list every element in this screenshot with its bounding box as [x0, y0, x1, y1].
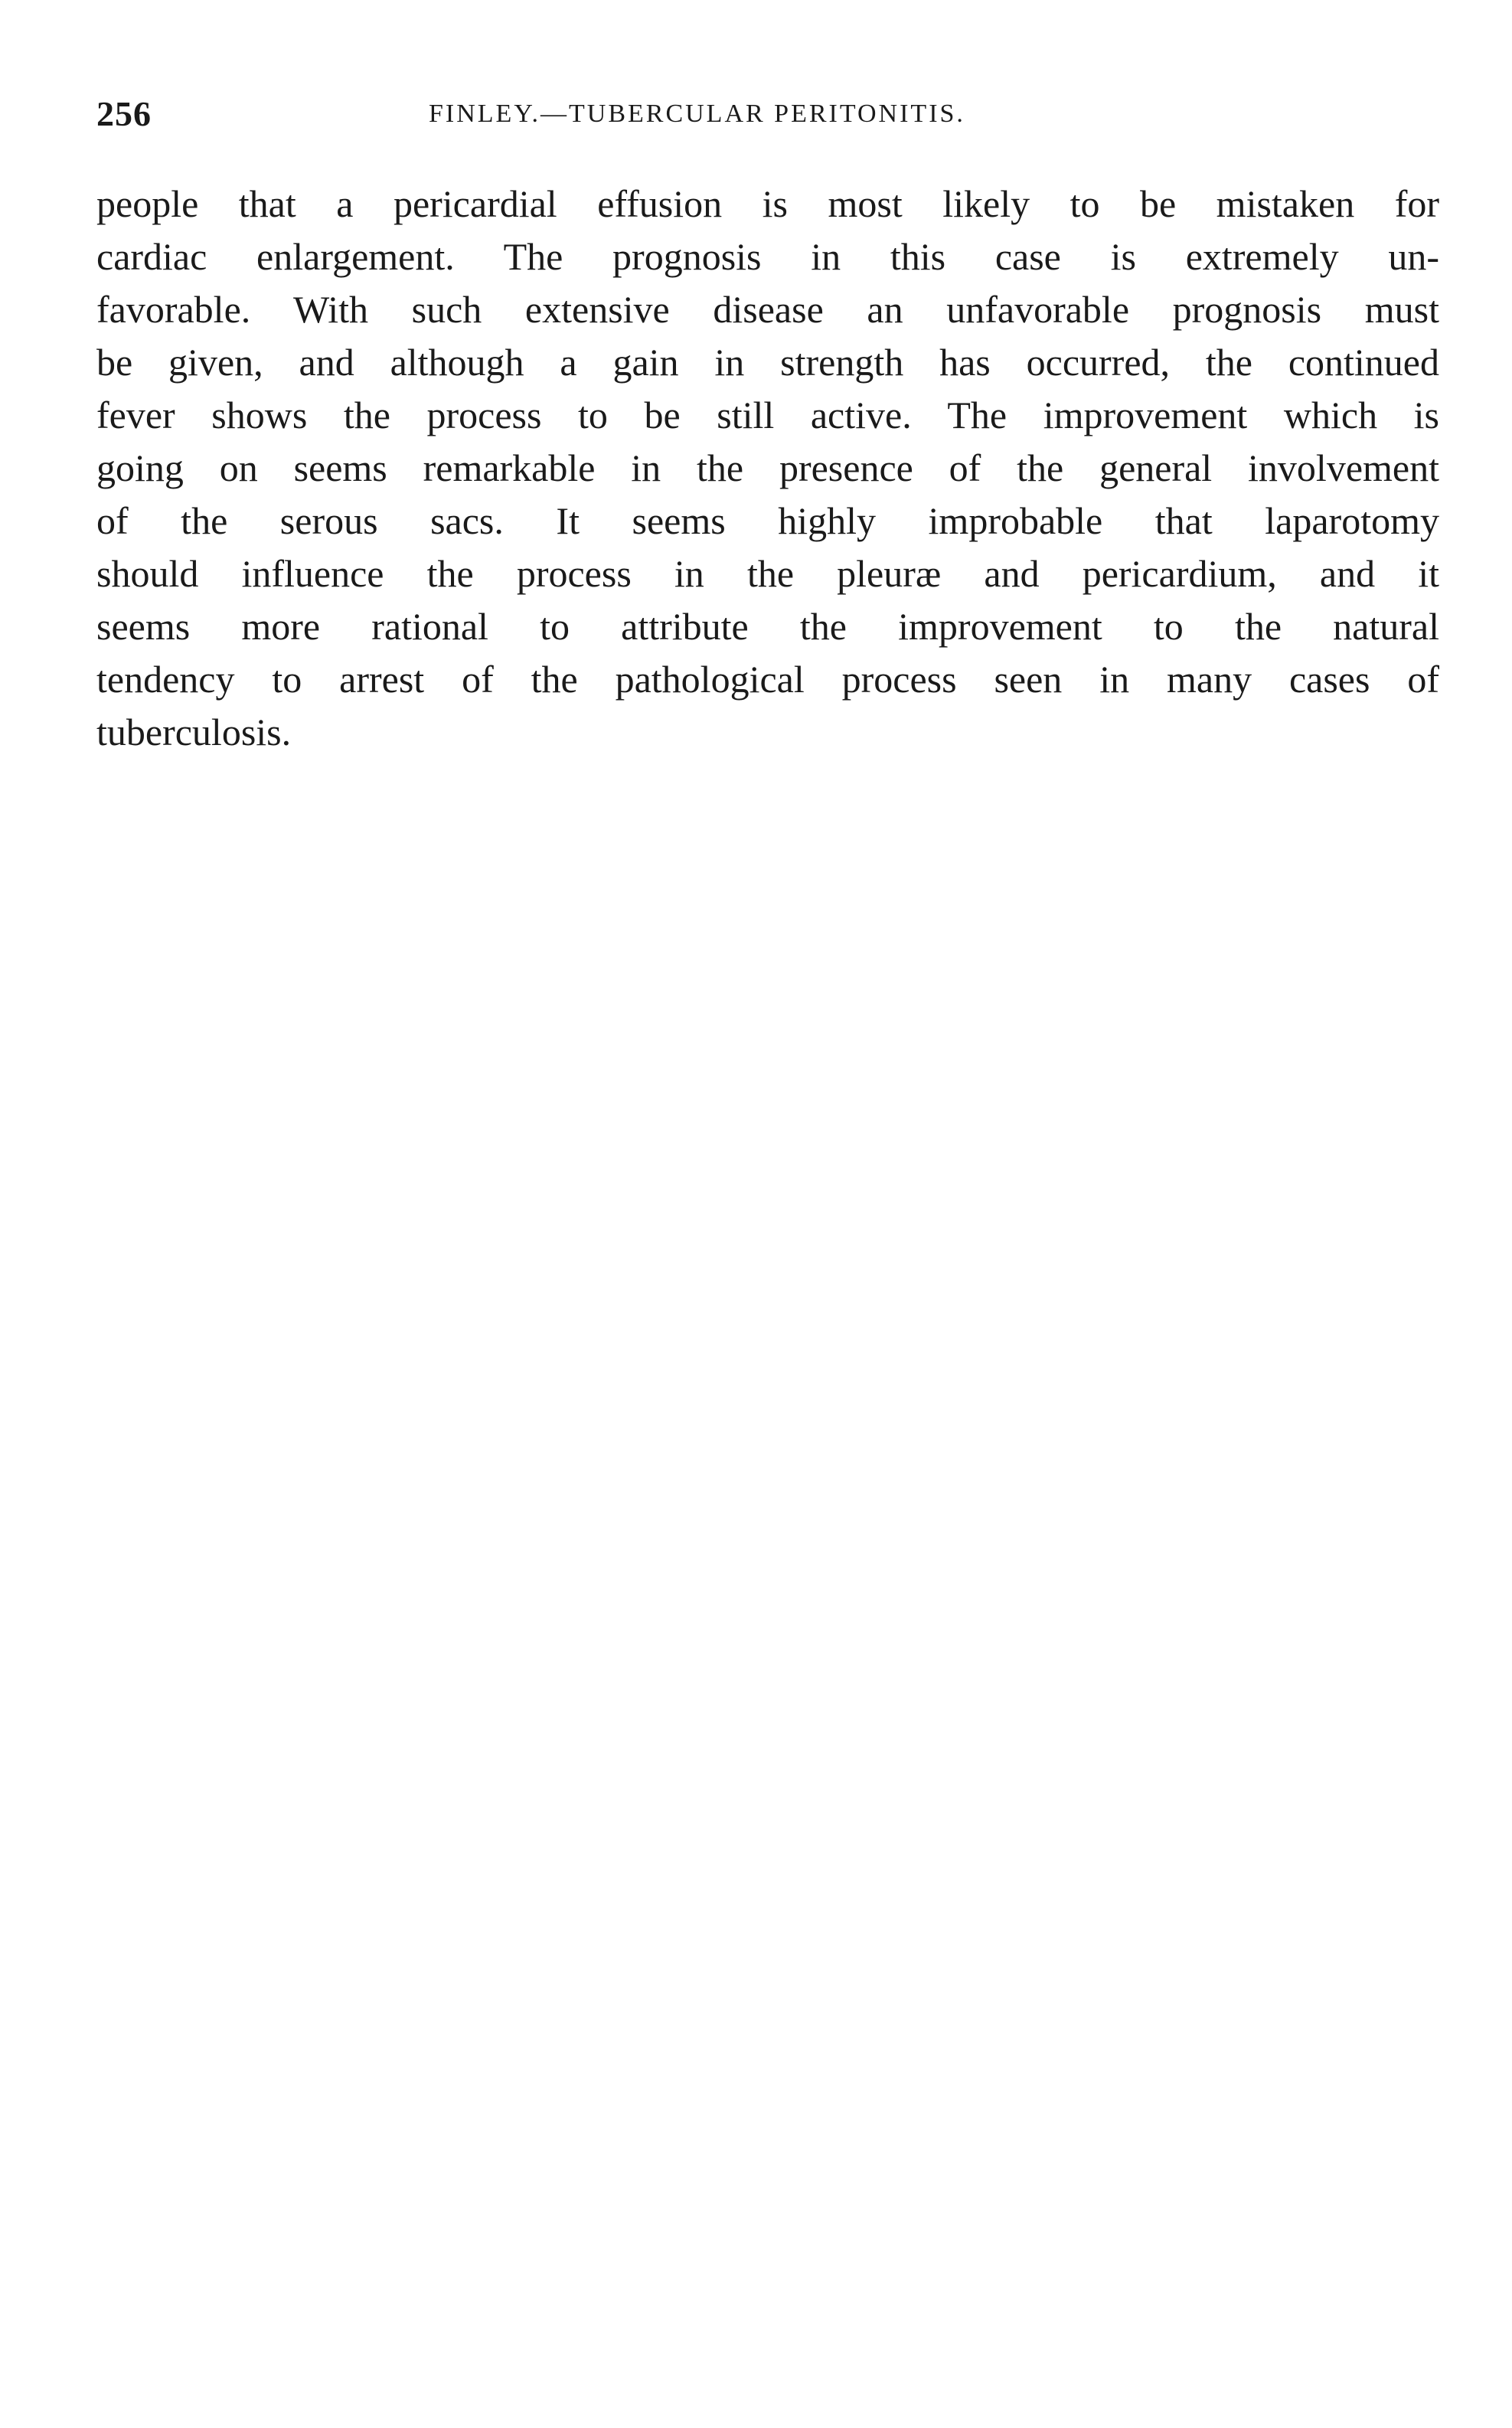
text-line: tendency to arrest of the pathological process seen in many cases of	[96, 658, 1439, 701]
running-title: FINLEY.—TUBERCULAR PERITONITIS.	[429, 100, 965, 128]
running-head	[96, 93, 1429, 139]
text-line: going on seems remarkable in the presence of the general involvement	[96, 446, 1439, 489]
text-line: fever shows the process to be still active. The improvement which is	[96, 394, 1439, 436]
text-line: cardiac enlargement. The prognosis in this case is extremely un-	[96, 235, 1439, 278]
text-line: of the serous sacs. It seems highly improbable that laparotomy	[96, 499, 1439, 542]
text-line: be given, and although a gain in strength has occurred, the continued	[96, 341, 1439, 384]
body-paragraph	[96, 178, 1439, 759]
text-line: should influence the process in the pleuræ and pericardium, and it	[96, 552, 1439, 595]
text-line: tuberculosis.	[96, 711, 292, 753]
text-line: seems more rational to attribute the improvement to the natural	[96, 605, 1439, 648]
text-line: favorable. With such extensive disease an unfavorable prognosis must	[96, 288, 1439, 331]
text-line: people that a pericardial effusion is most likely to be mistaken for	[96, 182, 1439, 225]
page-number: 256	[96, 94, 152, 133]
